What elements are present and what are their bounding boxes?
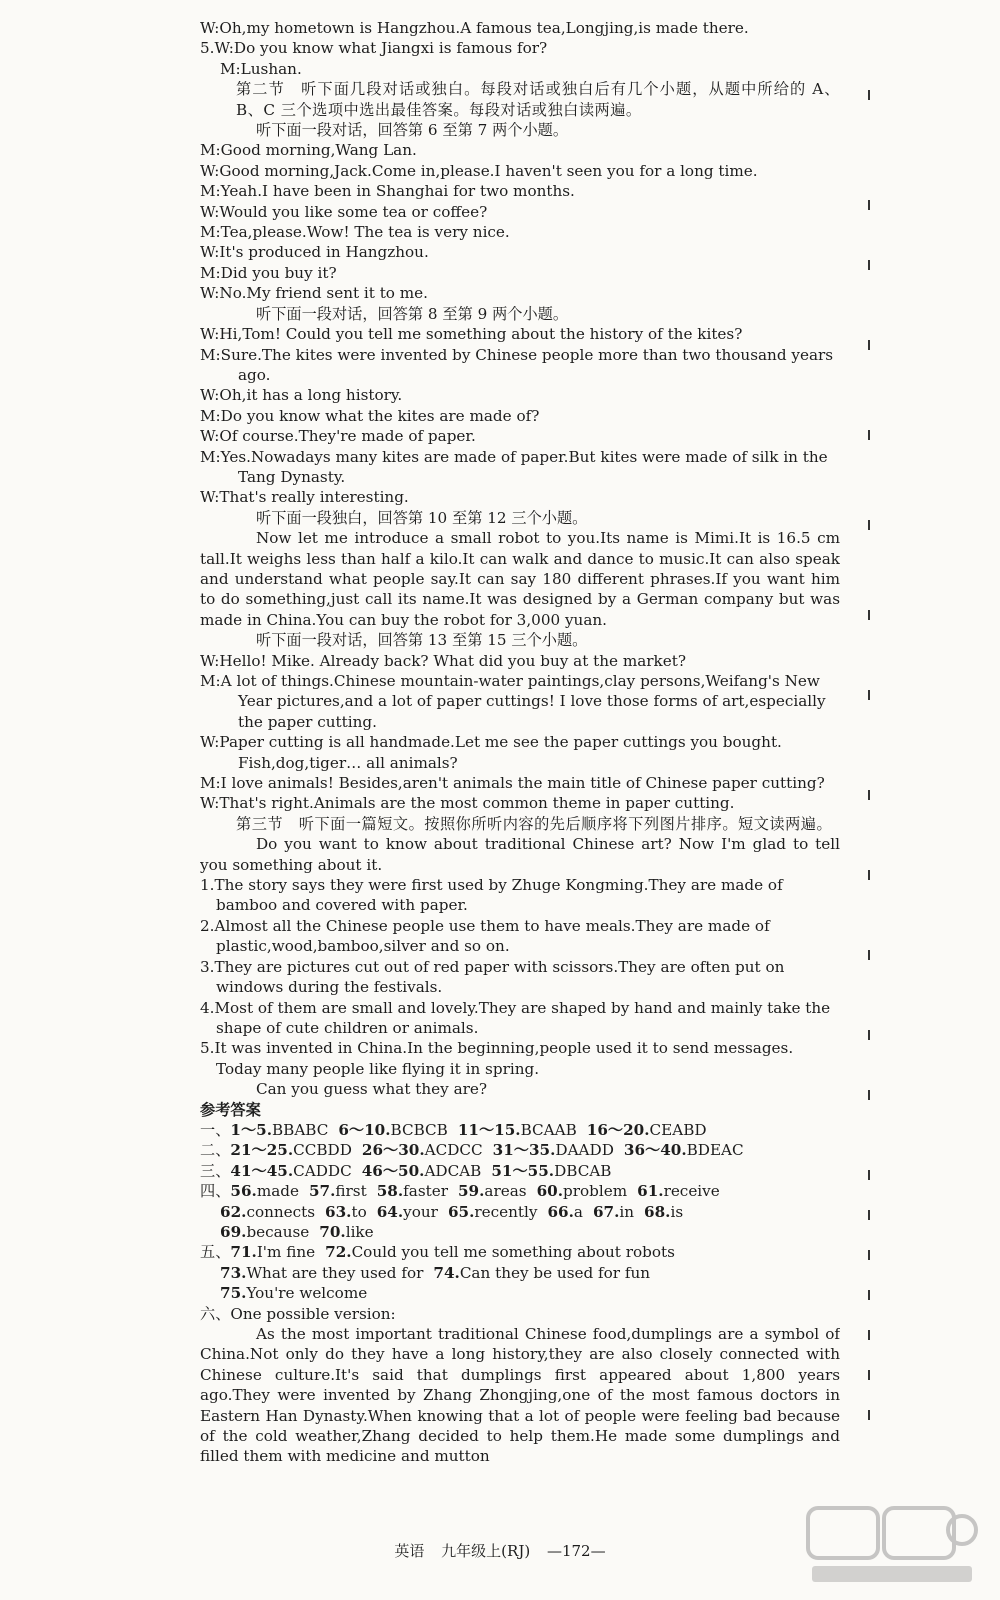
dialogue-line: W:No.My friend sent it to me.	[200, 284, 428, 303]
passage-item: 4.Most of them are small and lovely.They are shaped by hand and mainly take the shape of cute children or animals.	[200, 998, 831, 1037]
answer-number: 21～25.	[230, 1141, 294, 1160]
answer-item	[587, 1121, 707, 1139]
dialogue-line: W:Of course.They're made of paper.	[200, 427, 476, 446]
dialogue-line: W:Oh,it has a long history.	[200, 386, 403, 405]
monologue-instruction: 听下面一段独白，回答第 10 至第 12 三个小题。	[256, 508, 588, 527]
answer-number: 71.	[230, 1243, 257, 1262]
answer-number: 46～50.	[361, 1161, 425, 1180]
answer-number: 56.	[230, 1182, 257, 1201]
answer-value: You're welcome	[246, 1284, 368, 1303]
answer-number: 69.	[220, 1222, 247, 1241]
answer-value: DBCAB	[554, 1161, 612, 1180]
footer-grade: 九年级上(RJ)	[441, 1542, 531, 1560]
answer-value: because	[246, 1222, 310, 1241]
answer-value: a	[573, 1202, 583, 1221]
dialogue-line: W:Paper cutting is all handmade.Let me see the paper cuttings you bought. Fish,dog,tiger… all animals?	[200, 733, 782, 772]
answer-value: What are they used for	[246, 1263, 424, 1282]
answer-item	[309, 1182, 367, 1200]
answer-item	[230, 1121, 328, 1139]
section3-instruction: 第三节 听下面一篇短文。按照你所听内容的先后顺序将下列图片排序。短文读两遍。	[236, 814, 833, 833]
answer-part-label: 二、	[200, 1141, 231, 1160]
passage-close: Can you guess what they are?	[256, 1080, 488, 1099]
dialogue-line: W:Hello! Mike. Already back? What did you buy at the market?	[200, 651, 686, 670]
dialogue-line: W:Would you like some tea or coffee?	[200, 202, 488, 221]
answer-item	[624, 1141, 744, 1159]
answer-number: 1～5.	[230, 1120, 272, 1139]
answer-number: 31～35.	[492, 1141, 556, 1160]
answer-key	[200, 1120, 840, 1304]
answer-item	[230, 1182, 299, 1200]
answer-value: connects	[246, 1202, 316, 1221]
answer-row	[200, 1181, 840, 1201]
answer-row	[200, 1120, 840, 1140]
answer-item	[593, 1203, 634, 1221]
answer-number: 66.	[547, 1202, 574, 1221]
answer-value: ACDCC	[424, 1141, 483, 1160]
dialogue2-instruction: 听下面一段对话，回答第 8 至第 9 两个小题。	[256, 304, 569, 323]
passage-item: 1.The story says they were first used by Zhuge Kongming.They are made of bamboo and covered with paper.	[200, 876, 783, 915]
answer-item	[220, 1264, 423, 1282]
answer-item	[230, 1141, 352, 1159]
answer-number: 6～10.	[338, 1120, 391, 1139]
answer-value: faster	[403, 1182, 448, 1201]
answer-item	[448, 1203, 538, 1221]
answer-value: BCBCB	[390, 1120, 448, 1139]
answer-number: 61.	[637, 1182, 664, 1201]
answer-item	[220, 1203, 315, 1221]
answer-number: 64.	[376, 1202, 404, 1221]
dialogue-line: M:Sure.The kites were invented by Chinese people more than two thousand years ago.	[200, 345, 834, 384]
answer-number: 60.	[536, 1182, 564, 1201]
text-line: 5.W:Do you know what Jiangxi is famous for?	[200, 39, 548, 58]
answer-value: is	[670, 1202, 684, 1221]
answer-number: 65.	[447, 1202, 475, 1221]
dialogue-line: M:Did you buy it?	[200, 263, 337, 282]
answer-value: first	[335, 1182, 367, 1201]
answer-row	[200, 1242, 840, 1262]
answer-number: 68.	[644, 1202, 671, 1221]
answer-value: problem	[563, 1182, 628, 1201]
answer-number: 70.	[319, 1222, 346, 1241]
answer-value: CADDC	[293, 1161, 352, 1180]
answer-number: 36～40.	[623, 1141, 687, 1160]
answer-number: 75.	[220, 1284, 247, 1303]
answer-row	[200, 1283, 840, 1303]
answer-item	[433, 1264, 650, 1282]
essay-text: As the most important traditional Chinese food,dumplings are a symbol of China.Not only do they have a long history,they are also closely connected with Chinese culture.It's said that dumplings first appeared about 1,800 years ago.They were invented by Zhang Zhongjing,one of the most famous doctors in Eastern Han Dynasty.When knowing that a lot of people were feeling bad because of the cold weather,Zhang decided to help them.He made some dumplings and filled them with medicine and mutton	[200, 1325, 840, 1466]
dialogue1-instruction: 听下面一段对话，回答第 6 至第 7 两个小题。	[256, 121, 569, 140]
answer-number: 16～20.	[586, 1120, 650, 1139]
answer-number: 67.	[592, 1202, 620, 1221]
answer-number: 59.	[457, 1182, 485, 1201]
answer-value: made	[256, 1182, 299, 1201]
answer-item	[325, 1243, 675, 1261]
answer-number: 41～45.	[230, 1161, 294, 1180]
answer-item	[319, 1223, 373, 1241]
answer-number: 72.	[325, 1243, 352, 1262]
answer-row	[200, 1161, 840, 1181]
essay-label: 六、One possible version:	[200, 1304, 396, 1323]
answer-number: 57.	[308, 1182, 336, 1201]
answer-item	[338, 1121, 447, 1139]
answer-value: recently	[474, 1202, 538, 1221]
answer-number: 51～55.	[491, 1161, 555, 1180]
answer-row	[200, 1140, 840, 1160]
dialogue-line: M:Yes.Nowadays many kites are made of paper.But kites were made of silk in the Tang Dynasty.	[200, 447, 828, 486]
answer-value: receive	[663, 1182, 720, 1201]
answer-value: CCBDD	[293, 1141, 352, 1160]
answer-number: 74.	[433, 1263, 460, 1282]
answer-item	[220, 1284, 367, 1302]
footer-subject: 英语	[394, 1542, 425, 1560]
text-line: W:Oh,my hometown is Hangzhou.A famous tea,Longjing,is made there.	[200, 19, 749, 37]
answer-item	[325, 1203, 367, 1221]
answer-value: BDEAC	[686, 1141, 744, 1160]
dialogue-line: M:Tea,please.Wow! The tea is very nice.	[200, 223, 510, 242]
answer-value: CEABD	[649, 1120, 707, 1139]
section2-instruction: 第二节 听下面几段对话或独白。每段对话或独白后有几个小题，从题中所给的 A、B、C 三个选项中选出最佳答案。每段对话或独白读两遍。	[236, 80, 840, 119]
dialogue3-instruction: 听下面一段对话，回答第 13 至第 15 三个小题。	[256, 631, 588, 650]
answer-value: BCAAB	[520, 1120, 577, 1139]
dialogue-line: M:Yeah.I have been in Shanghai for two months.	[200, 182, 575, 201]
answer-value: in	[619, 1202, 635, 1221]
answer-item	[644, 1203, 683, 1221]
answer-part-label: 一、	[200, 1120, 231, 1139]
dialogue-line: W:Hi,Tom! Could you tell me something about the history of the kites?	[200, 325, 743, 344]
answer-number: 63.	[325, 1202, 352, 1221]
answer-item	[220, 1223, 309, 1241]
answer-row	[200, 1202, 840, 1222]
answer-number: 11～15.	[457, 1120, 521, 1139]
answer-number: 26～30.	[361, 1141, 425, 1160]
dialogue-line: W:That's right.Animals are the most common theme in paper cutting.	[200, 794, 735, 813]
answer-row	[200, 1222, 840, 1242]
answer-value: areas	[484, 1182, 527, 1201]
passage-item: 5.It was invented in China.In the beginning,people used it to send messages. Today many people like flying it in spring.	[200, 1039, 794, 1078]
dialogue-line: W:Good morning,Jack.Come in,please.I haven't seen you for a long time.	[200, 161, 758, 180]
answer-item	[537, 1182, 628, 1200]
answer-item	[362, 1141, 483, 1159]
answer-item	[362, 1162, 482, 1180]
dialogue-line: M:I love animals! Besides,aren't animals the main title of Chinese paper cutting?	[200, 774, 825, 793]
answer-item	[637, 1182, 720, 1200]
answer-part-label: 四、	[200, 1182, 231, 1201]
adjacent-page-edge	[868, 90, 888, 1490]
answer-item	[230, 1162, 351, 1180]
watermark-logo-icon	[802, 1500, 982, 1590]
passage-item: 3.They are pictures cut out of red paper with scissors.They are often put on windows during the festivals.	[200, 957, 785, 997]
passage-intro: Do you want to know about traditional Chinese art? Now I'm glad to tell you something about it.	[200, 835, 840, 874]
answers-title: 参考答案	[200, 1100, 261, 1119]
answer-number: 62.	[220, 1202, 247, 1221]
dialogue-line: M:Do you know what the kites are made of?	[200, 406, 540, 425]
dialogue-line: W:That's really interesting.	[200, 488, 409, 507]
text-line: M:Lushan.	[220, 59, 302, 78]
answer-part-label: 三、	[200, 1161, 231, 1180]
answer-value: I'm fine	[256, 1243, 316, 1262]
answer-item	[493, 1141, 614, 1159]
answer-value: your	[403, 1202, 438, 1221]
answer-item	[230, 1243, 315, 1261]
dialogue-line: M:Good morning,Wang Lan.	[200, 141, 417, 160]
answer-value: BBABC	[272, 1120, 329, 1139]
main-column	[200, 18, 840, 1467]
answer-item	[377, 1182, 448, 1200]
answer-item	[458, 1182, 527, 1200]
answer-item	[377, 1203, 438, 1221]
answer-part-label: 五、	[200, 1243, 231, 1262]
answer-number: 58.	[376, 1182, 404, 1201]
answer-value: to	[351, 1202, 367, 1221]
answer-item	[491, 1162, 611, 1180]
dialogue-line: M:A lot of things.Chinese mountain-water paintings,clay persons,Weifang's New Year pictures,and a lot of paper cuttings! I love those forms of art,especially the paper cutting.	[200, 672, 826, 731]
answer-value: Can they be used for fun	[459, 1263, 651, 1282]
answer-value: ADCAB	[424, 1161, 482, 1180]
answer-row	[200, 1263, 840, 1283]
answer-value: like	[345, 1222, 374, 1241]
passage-item: 2.Almost all the Chinese people use them to have meals.They are made of plastic,wood,bamboo,silver and so on.	[200, 916, 770, 956]
footer-page-number: —172—	[546, 1542, 606, 1560]
monologue-text: Now let me introduce a small robot to you.Its name is Mimi.It is 16.5 cm tall.It weighs less than half a kilo.It can walk and dance to music.It can also speak and understand what people say.It can say 180 different phrases.If you want him to do something,just call its name.It was designed by a German company but was made in China.You can buy the robot for 3,000 yuan.	[200, 529, 840, 629]
dialogue-line: W:It's produced in Hangzhou.	[200, 243, 429, 262]
answer-item	[458, 1121, 577, 1139]
answer-value: Could you tell me something about robots	[351, 1243, 675, 1262]
answer-value: DAADD	[555, 1141, 614, 1160]
answer-item	[547, 1203, 583, 1221]
answer-number: 73.	[220, 1263, 247, 1282]
